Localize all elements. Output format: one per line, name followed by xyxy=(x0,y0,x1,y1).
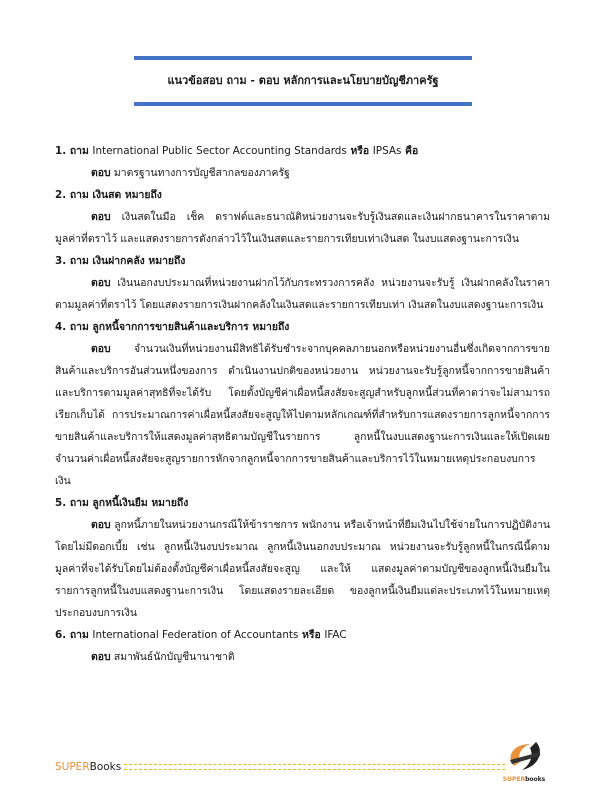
answer-label: ตอบ xyxy=(91,167,111,179)
answer-text: มาตรฐานทางการบัญชีสากลของภาครัฐ xyxy=(113,167,290,179)
question-prefix: ถาม xyxy=(69,255,89,267)
question-text: ลูกหนี้เงินยืม หมายถึง xyxy=(92,497,189,509)
question-text-en: International Federation of Accountants xyxy=(92,629,299,641)
qa-list xyxy=(55,140,550,668)
answer-text: ลูกหนี้ภายในหน่วยงานกรณีให้ข้าราชการ พนักงาน หรือเจ้าหน้าที่ยืมเงินไปใช้จ่ายในการปฏิบัติงานโดยไม่มีดอกเบี้ย เช่น ลูกหนี้เงินงบประมาณ ลูกหนี้เงินนอกงบประมาณ หน่วยงานจะรับรู้ลูกหนี้ในกรณีนี้ตามมูลค่าที่จะได้รับโดยไม่ต้องตั้งบัญชีค่าเผื่อหนี้สงสัยจะสูญ และให้ แสดงมูลค่าตามบัญชีของลูกหนี้เงินยืมในรายการลูกหนี้ในงบแสดงฐานะการเงิน โดยแสดงรายละเอียด ของลูกหนี้เงินยืมแต่ละประเภทไว้ในหมายเหตุประกอบงบการเงิน xyxy=(55,519,550,619)
swoosh-logo-icon xyxy=(500,738,548,776)
logo-wordmark xyxy=(500,776,548,784)
question-text-en: International Public Sector Accounting Standards xyxy=(92,145,347,157)
header-bar-bottom xyxy=(134,102,472,106)
answer-label: ตอบ xyxy=(91,211,111,223)
question-conjunction: หรือ xyxy=(302,629,321,641)
question-prefix: ถาม xyxy=(69,321,89,333)
footer-brand-super: SUPER xyxy=(55,761,90,773)
question-number: 1. xyxy=(55,145,67,157)
answer-5 xyxy=(55,514,550,624)
header-bar-top xyxy=(134,56,472,60)
answer-text: สมาพันธ์นักบัญชีนานาชาติ xyxy=(113,651,235,663)
question-2 xyxy=(55,184,550,206)
answer-text: เงินสดในมือ เช็ค ดราฟต์และธนาณัติหน่วยงานจะรับรู้เงินสดและเงินฝากธนาคารในราคาตามมูลค่าที่ตราไว้ และแสดงรายการดังกล่าวไว้ในเงินสดและรายการเทียบเท่าเงินสด ในงบแสดงฐานะการเงิน xyxy=(55,211,551,245)
answer-text: เงินนอกงบประมาณที่หน่วยงานฝากไว้กับกระทรวงการคลัง หน่วยงานจะรับรู้ เงินฝากคลังในราคาตามมูลค่าที่ตราไว้ โดยแสดงรายการเงินฝากคลังในเงินสดและรายการเทียบเท่า เงินสดในงบแสดงฐานะการเงิน xyxy=(55,277,550,311)
answer-4 xyxy=(55,338,550,492)
question-number: 4. xyxy=(55,321,67,333)
question-prefix: ถาม xyxy=(69,189,89,201)
question-prefix: ถาม xyxy=(69,629,89,641)
question-text: ลูกหนี้จากการขายสินค้าและบริการ หมายถึง xyxy=(92,321,290,333)
footer-brand-books: Books xyxy=(89,761,122,773)
footer-dashed-rule xyxy=(124,764,505,770)
answer-label: ตอบ xyxy=(91,343,111,355)
question-3 xyxy=(55,250,550,272)
logo-books: books xyxy=(525,776,546,783)
superbooks-logo xyxy=(500,738,548,788)
question-end: คือ xyxy=(405,145,419,157)
question-number: 2. xyxy=(55,189,67,201)
question-number: 5. xyxy=(55,497,67,509)
question-text: เงินสด หมายถึง xyxy=(92,189,162,201)
question-conjunction: หรือ xyxy=(350,145,370,157)
answer-label: ตอบ xyxy=(91,277,111,289)
answer-2 xyxy=(55,206,550,250)
question-prefix: ถาม xyxy=(69,145,89,157)
page-title: แนวข้อสอบ ถาม - ตอบ หลักการและนโยบายบัญชีภาครัฐ xyxy=(167,74,439,87)
answer-6 xyxy=(55,646,550,668)
question-number: 6. xyxy=(55,629,67,641)
logo-super: SUPER xyxy=(502,776,526,783)
footer xyxy=(55,760,505,774)
answer-3 xyxy=(55,272,550,316)
question-prefix: ถาม xyxy=(69,497,89,509)
answer-label: ตอบ xyxy=(91,519,111,531)
question-abbrev: IPSAs xyxy=(372,145,402,157)
question-6 xyxy=(55,624,550,646)
answer-text: จำนวนเงินที่หน่วยงานมีสิทธิได้รับชำระจากบุคคลภายนอกหรือหน่วยงานอื่นซึ่งเกิดจากการขายสินค้าและบริการอันส่วนหนึ่งของการ ดำเนินงานปกติของหน่วยงาน หน่วยงานจะรับรู้ลูกหนี้จากการขายสินค้าและบริการตามมูลค่าสุทธิที่จะได้รับ โดยตั้งบัญชีค่าเผื่อหนี้สงสัยจะสูญสำหรับลูกหนี้ส่วนที่คาดว่าจะไม่สามารถเรียกเก็บได้ การประมาณการค่าเผื่อหนี้สงสัยจะสูญให้ไปตามหลักเกณฑ์ที่สำหรับการแสดงรายการลูกหนี้จากการขายสินค้าและบริการให้แสดงมูลค่าสุทธิตามบัญชีในรายการ ลูกหนี้ในงบแสดงฐานะการเงินและให้เปิดเผยจำนวนค่าเผื่อหนี้สงสัยจะสูญรายการหักจากลูกหนี้จากการขายสินค้าและบริการไว้ในหมายเหตุประกอบงบการเงิน xyxy=(55,343,550,487)
question-5 xyxy=(55,492,550,514)
question-number: 3. xyxy=(55,255,67,267)
question-4 xyxy=(55,316,550,338)
answer-1 xyxy=(55,162,550,184)
answer-label: ตอบ xyxy=(91,651,111,663)
question-1 xyxy=(55,140,550,162)
question-abbrev: IFAC xyxy=(324,629,347,641)
question-text: เงินฝากคลัง หมายถึง xyxy=(92,255,186,267)
